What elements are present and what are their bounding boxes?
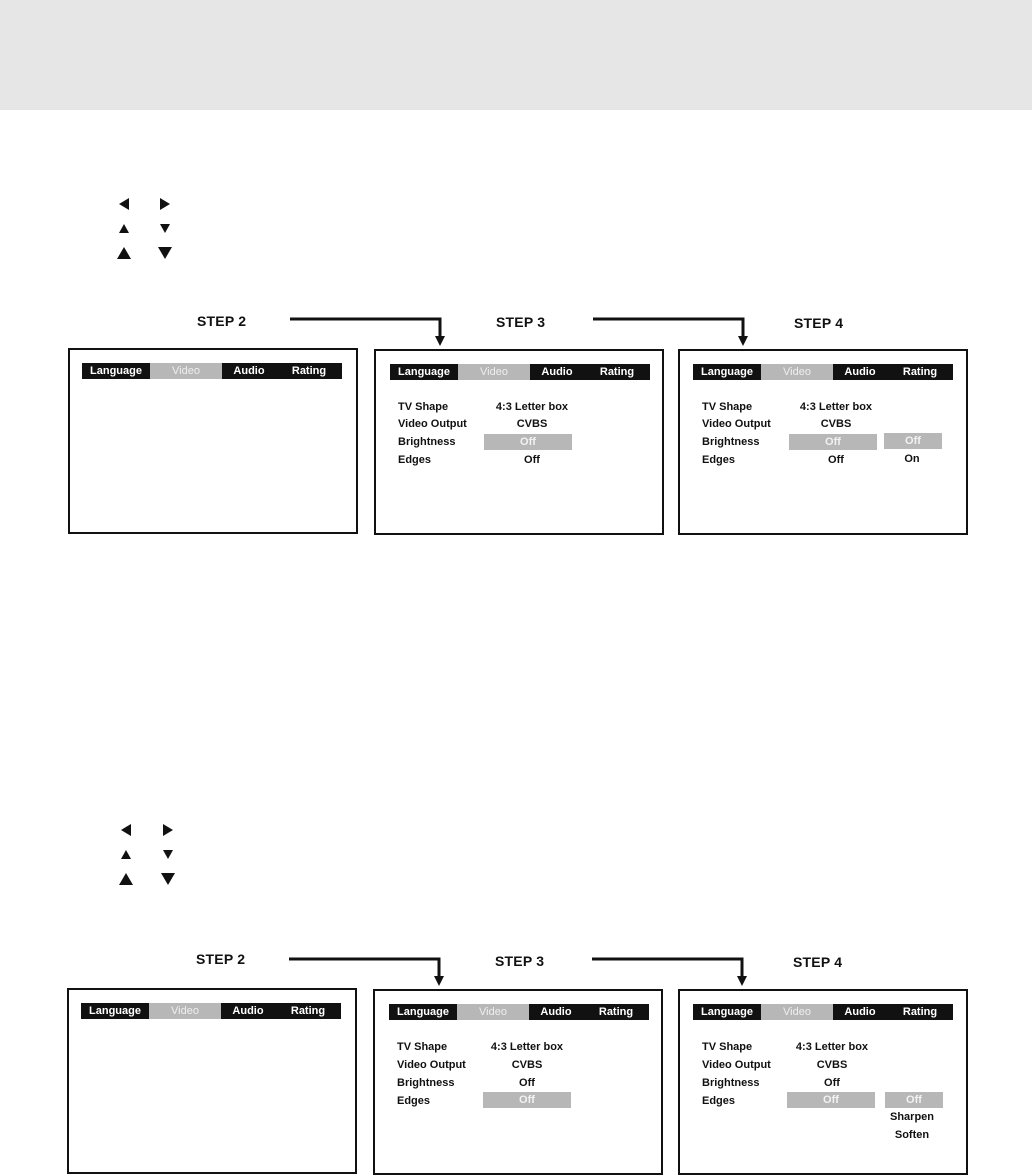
setup-screen-step-3 [374, 349, 664, 535]
setup-tab-bar [390, 364, 650, 380]
tab-video[interactable]: Video [457, 1004, 529, 1020]
tab-language[interactable]: Language [81, 1003, 149, 1019]
video-output-label: Video Output [702, 418, 771, 430]
video-output-value[interactable]: CVBS [820, 418, 852, 430]
arrow-left-icon [118, 198, 130, 210]
step-2-to-3-arrow [289, 956, 449, 988]
edges-label: Edges [702, 1095, 736, 1107]
tab-language[interactable]: Language [82, 363, 150, 379]
step-4-label: STEP 4 [794, 315, 844, 331]
brightness-label: Brightness [702, 1077, 760, 1089]
edges-value[interactable]: Off [828, 454, 844, 466]
tab-rating[interactable]: Rating [887, 1004, 953, 1020]
tab-audio[interactable]: Audio [222, 363, 276, 379]
video-output-value[interactable]: CVBS [516, 418, 548, 430]
tab-rating[interactable]: Rating [887, 364, 953, 380]
edges-label: Edges [397, 1095, 431, 1107]
step-3-label: STEP 3 [495, 953, 545, 969]
tab-rating[interactable]: Rating [583, 1004, 649, 1020]
video-output-value[interactable]: CVBS [511, 1059, 543, 1071]
tv-shape-label: TV Shape [702, 1041, 753, 1053]
edges-label: Edges [398, 454, 432, 466]
step-3-to-4-arrow [593, 316, 753, 348]
tv-shape-label: TV Shape [397, 1041, 448, 1053]
edges-label: Edges [702, 454, 736, 466]
video-output-label: Video Output [397, 1059, 466, 1071]
step-2-label: STEP 2 [197, 313, 247, 329]
brightness-label: Brightness [398, 436, 456, 448]
tab-video[interactable]: Video [458, 364, 530, 380]
arrow-up-small-icon [120, 849, 132, 860]
setup-tab-bar [81, 1003, 341, 1019]
setup-tab-bar [693, 1004, 953, 1020]
setup-tab-bar [389, 1004, 649, 1020]
tab-language[interactable]: Language [693, 364, 761, 380]
edges-option-off[interactable]: Off [885, 1092, 943, 1108]
tv-shape-value[interactable]: 4:3 Letter box [799, 401, 873, 413]
tab-video[interactable]: Video [761, 364, 833, 380]
tab-audio[interactable]: Audio [221, 1003, 275, 1019]
tab-rating[interactable]: Rating [584, 364, 650, 380]
setup-screen-step-2 [67, 988, 357, 1174]
tab-audio[interactable]: Audio [530, 364, 584, 380]
header-band [0, 0, 1032, 110]
setup-tab-bar [693, 364, 953, 380]
tv-shape-value[interactable]: 4:3 Letter box [795, 1041, 869, 1053]
tab-video[interactable]: Video [150, 363, 222, 379]
brightness-label: Brightness [397, 1077, 455, 1089]
setup-screen-step-4 [678, 349, 968, 535]
brightness-label: Brightness [702, 436, 760, 448]
tab-rating[interactable]: Rating [275, 1003, 341, 1019]
edges-option-sharpen[interactable]: Sharpen [889, 1111, 934, 1123]
edges-value-selected[interactable]: Off [787, 1092, 875, 1108]
tv-shape-value[interactable]: 4:3 Letter box [495, 401, 569, 413]
brightness-value[interactable]: Off [824, 1077, 840, 1089]
edges-option-soften[interactable]: Soften [894, 1129, 930, 1141]
setup-screen-step-3 [373, 989, 663, 1175]
setup-tab-bar [82, 363, 342, 379]
arrow-left-icon [120, 824, 132, 836]
arrow-up-icon [119, 873, 133, 885]
arrow-down-icon [158, 247, 172, 259]
video-output-label: Video Output [702, 1059, 771, 1071]
tv-shape-label: TV Shape [398, 401, 449, 413]
arrow-up-icon [117, 247, 131, 259]
brightness-value-selected[interactable]: Off [789, 434, 877, 450]
arrow-right-icon [159, 198, 171, 210]
tab-audio[interactable]: Audio [833, 364, 887, 380]
video-output-label: Video Output [398, 418, 467, 430]
tv-shape-label: TV Shape [702, 401, 753, 413]
navigation-keys-1 [116, 196, 196, 266]
tab-video[interactable]: Video [149, 1003, 221, 1019]
arrow-up-small-icon [118, 223, 130, 234]
setup-screen-step-2 [68, 348, 358, 534]
tab-language[interactable]: Language [389, 1004, 457, 1020]
arrow-down-small-icon [159, 223, 171, 234]
edges-value[interactable]: Off [524, 454, 540, 466]
tab-video[interactable]: Video [761, 1004, 833, 1020]
brightness-value[interactable]: Off [519, 1077, 535, 1089]
arrow-right-icon [162, 824, 174, 836]
step-2-to-3-arrow [290, 316, 450, 348]
tab-audio[interactable]: Audio [529, 1004, 583, 1020]
brightness-value-selected[interactable]: Off [484, 434, 572, 450]
tab-language[interactable]: Language [693, 1004, 761, 1020]
tab-language[interactable]: Language [390, 364, 458, 380]
brightness-option-on[interactable]: On [904, 453, 920, 465]
video-output-value[interactable]: CVBS [816, 1059, 848, 1071]
tab-audio[interactable]: Audio [833, 1004, 887, 1020]
navigation-keys-2 [118, 822, 198, 892]
step-2-label: STEP 2 [196, 951, 246, 967]
step-3-label: STEP 3 [496, 314, 546, 330]
brightness-option-off[interactable]: Off [884, 433, 942, 449]
arrow-down-small-icon [162, 849, 174, 860]
tab-rating[interactable]: Rating [276, 363, 342, 379]
edges-value-selected[interactable]: Off [483, 1092, 571, 1108]
step-3-to-4-arrow [592, 956, 752, 988]
arrow-down-icon [161, 873, 175, 885]
step-4-label: STEP 4 [793, 954, 843, 970]
setup-screen-step-4 [678, 989, 968, 1175]
tv-shape-value[interactable]: 4:3 Letter box [490, 1041, 564, 1053]
